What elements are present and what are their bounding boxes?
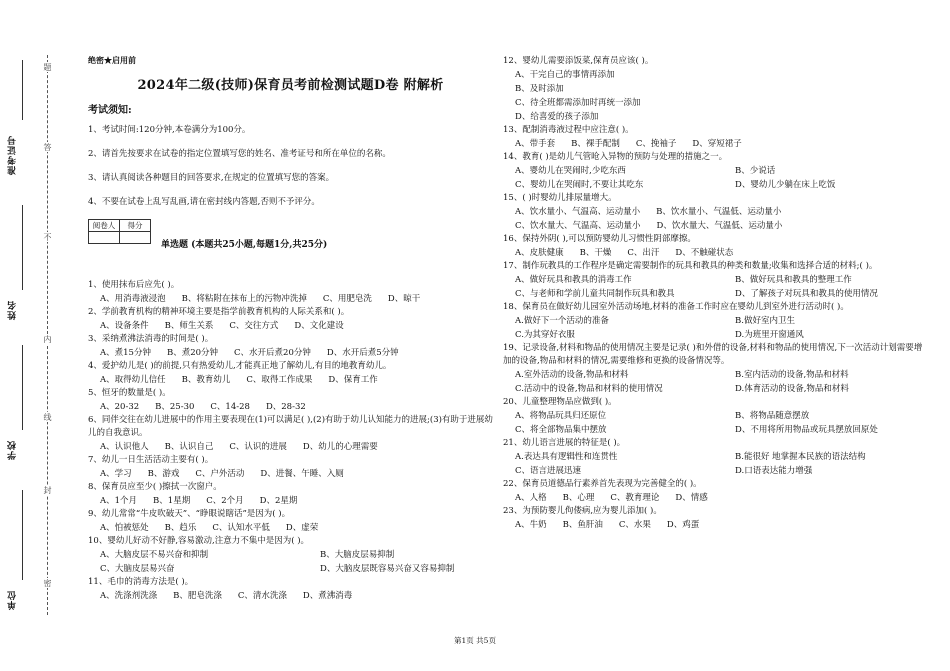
option[interactable]: C、教育理论 — [610, 493, 660, 503]
option[interactable]: B、鱼肝油 — [562, 520, 603, 530]
question-stem: 22、保育员道德品行素养首先表现为完善健全的( )。 — [503, 479, 702, 489]
option[interactable]: B、认识自己 — [164, 442, 214, 452]
option[interactable]: D、大脑皮层既容易兴奋又容易抑制 — [320, 564, 455, 574]
option[interactable]: D、饮水量大、气温低、运动量小 — [656, 221, 783, 231]
question-stem: 9、幼儿常常“牛皮吹破天”、“睁眼说瞎话”是因为( )。 — [88, 509, 291, 519]
option[interactable]: B、煮20分钟 — [166, 348, 219, 358]
option[interactable]: B、裸手配制 — [571, 139, 620, 149]
option-grid — [88, 548, 493, 576]
option[interactable]: B、师生关系 — [164, 321, 214, 331]
question-item — [503, 124, 923, 151]
left-column — [88, 55, 493, 603]
option[interactable]: C、语言进展迅速 — [515, 466, 582, 476]
option[interactable]: B、教育幼儿 — [181, 375, 231, 385]
option[interactable]: B、饮水量小、气温低、运动量小 — [656, 207, 782, 217]
question-stem: 2、学前教育机构的精神环境主要是指学前教育机构的人际关系和( )。 — [88, 307, 350, 317]
option-row — [88, 373, 493, 387]
question-stem: 18、保育员在做好幼儿园室外活动场地,材料的准备工作时应在婴幼儿到室外进行活动时( )。 — [503, 302, 849, 312]
option[interactable]: B、做好玩具和教具的整理工作 — [735, 275, 852, 285]
option[interactable]: A、婴幼儿在哭闹时,少吃东西 — [515, 166, 626, 176]
question-stem: 8、保育员应至少( )擦拭一次窗户。 — [88, 482, 222, 492]
option[interactable]: A、大脑皮层不易兴奋和抑制 — [100, 550, 209, 560]
page-footer: 第1页 共5页 — [454, 636, 496, 645]
question-stem: 7、幼儿一日生活活动主要有( )。 — [88, 455, 214, 465]
option-row — [88, 589, 493, 603]
option[interactable]: A、将物品玩具归还原位 — [515, 411, 607, 421]
option[interactable]: D、虚荣 — [285, 523, 319, 533]
question-stem: 17、制作玩教具的工作程序是确定需要制作的玩具和教具的种类和数量;收集和选择合适的材料;( )。 — [503, 261, 878, 271]
page-title: 2024年二级(技师)保育员考前检测试题D卷 附解析 — [137, 78, 444, 93]
question-item — [88, 535, 493, 576]
school-underline — [22, 345, 23, 430]
option[interactable]: B、大脑皮层易抑制 — [320, 550, 395, 560]
unit-underline — [22, 490, 23, 580]
name-label: 姓名 — [8, 300, 18, 320]
question-stem: 1、使用抹布后应先( )。 — [88, 280, 180, 290]
seal-word: 封 — [43, 486, 52, 494]
option-row — [88, 440, 493, 454]
seal-word: 内 — [43, 335, 52, 343]
option[interactable]: D.口语表达能力增强 — [735, 466, 813, 476]
notice-item: 3、请认真阅读各种题目的回答要求,在规定的位置填写您的答案。 — [88, 173, 335, 183]
option[interactable]: C、出汗 — [627, 248, 660, 258]
option[interactable]: B、少说话 — [735, 166, 776, 176]
seal-word: 密 — [43, 579, 52, 587]
option-grid — [503, 368, 923, 396]
option[interactable]: D、婴幼儿少躺在床上吃饭 — [735, 180, 836, 190]
option-grid — [503, 450, 923, 478]
option[interactable]: A、牛奶 — [515, 520, 547, 530]
seal-word: 题 — [43, 63, 52, 71]
option[interactable]: A、1个月 — [100, 496, 138, 506]
option[interactable]: C、户外活动 — [195, 469, 245, 479]
option[interactable]: A、认识他人 — [100, 442, 149, 452]
option[interactable]: B.做好室内卫生 — [735, 316, 795, 326]
question-list-right — [503, 55, 923, 532]
option-grid — [503, 273, 923, 301]
question-item — [503, 151, 923, 192]
option[interactable]: D、晾干 — [387, 294, 421, 304]
option-grid — [503, 164, 923, 192]
option[interactable]: C、待全班都需添加时再统一添加 — [515, 98, 641, 108]
option[interactable]: C、水开后煮20分钟 — [234, 348, 311, 358]
question-stem: 15、( )时婴幼儿排尿量增大。 — [503, 193, 617, 203]
option-row — [88, 494, 493, 508]
option[interactable]: C、用肥皂洗 — [322, 294, 372, 304]
question-item — [503, 478, 923, 505]
option[interactable]: C、认识的进展 — [229, 442, 287, 452]
question-stem: 23、为预防婴儿佝偻病,应为婴儿添加( )。 — [503, 506, 662, 516]
question-item — [88, 279, 493, 306]
option[interactable]: D、情感 — [675, 493, 708, 503]
option[interactable]: D、水开后煮5分钟 — [326, 348, 399, 358]
exam-no-underline — [22, 60, 23, 120]
score-area — [88, 219, 493, 250]
option-row — [503, 205, 923, 219]
option[interactable]: B、1星期 — [153, 496, 191, 506]
question-stem: 10、婴幼儿好动不好静,容易激动,注意力不集中是因为( )。 — [88, 536, 310, 546]
option-row — [503, 137, 923, 151]
option[interactable]: D、2星期 — [259, 496, 298, 506]
notice-item: 1、考试时间:120分钟,本卷满分为100分。 — [88, 125, 251, 135]
option[interactable]: B、25-30 — [155, 402, 195, 412]
score-header: 得分 — [120, 220, 151, 232]
option[interactable]: A、怕被惩处 — [100, 523, 149, 533]
secret-mark: 绝密★启用前 — [88, 55, 136, 65]
option[interactable]: B.能很好 地掌握本民族的语法结构 — [735, 452, 866, 462]
option[interactable]: A、20-32 — [100, 402, 140, 412]
question-item — [88, 508, 493, 535]
name-underline — [22, 205, 23, 290]
option[interactable]: D.体育活动的设备,物品和材料 — [735, 384, 849, 394]
option[interactable]: A、做好玩具和教具的消毒工作 — [515, 275, 632, 285]
option[interactable]: D.为班里开窗通风 — [735, 330, 804, 340]
question-item — [88, 306, 493, 333]
question-item — [503, 233, 923, 260]
option[interactable]: C、取得工作成果 — [246, 375, 313, 385]
option[interactable]: C、2个月 — [206, 496, 244, 506]
option[interactable]: D、保育工作 — [328, 375, 378, 385]
school-label: 学校 — [8, 440, 18, 460]
option-row — [88, 292, 493, 306]
option[interactable]: C、交往方式 — [229, 321, 279, 331]
question-item — [88, 387, 493, 414]
right-column — [503, 55, 923, 532]
option-grid — [503, 409, 923, 437]
question-item — [503, 396, 923, 437]
seal-word: 答 — [43, 143, 52, 151]
option[interactable]: D、穿短裙子 — [692, 139, 742, 149]
option[interactable]: D、文化建设 — [294, 321, 344, 331]
option[interactable]: C、与老师和学前儿童共同制作玩具和教具 — [515, 289, 675, 299]
option[interactable]: D、28-32 — [265, 402, 306, 412]
option[interactable]: C、大脑皮层易兴奋 — [100, 564, 175, 574]
option[interactable]: A、洗涤剂洗涤 — [100, 591, 158, 601]
question-item — [88, 481, 493, 508]
option[interactable]: A、饮水量小、气温高、运动量小 — [515, 207, 641, 217]
question-stem: 13、配制消毒液过程中应注意( )。 — [503, 125, 634, 135]
option[interactable]: A.做好下一个活动的准备 — [515, 316, 609, 326]
option[interactable]: C、饮水量大、气温高、运动量小 — [515, 221, 641, 231]
option[interactable]: C、婴幼儿在哭闹时,不要让其吃东 — [515, 180, 644, 190]
option[interactable]: C、将全部物品集中摆放 — [515, 425, 607, 435]
question-list-left — [88, 279, 493, 603]
option-row — [503, 491, 923, 505]
option[interactable]: B、肥皂洗涤 — [173, 591, 222, 601]
option[interactable]: D、给喜爱的孩子添加 — [515, 112, 599, 122]
option[interactable]: A、用消毒液浸泡 — [100, 294, 166, 304]
option[interactable]: D、不触碰状态 — [675, 248, 734, 258]
question-stem: 20、儿童整理物品应做到( )。 — [503, 397, 617, 407]
option[interactable]: A、取得幼儿信任 — [100, 375, 166, 385]
reviewer-cell[interactable] — [89, 232, 120, 244]
option[interactable]: B、游戏 — [147, 469, 180, 479]
option[interactable]: B.室内活动的设备,物品和材料 — [735, 370, 849, 380]
option[interactable]: D、鸡蛋 — [666, 520, 700, 530]
option[interactable]: C.活动中的设备,物品和材料的使用情况 — [515, 384, 663, 394]
question-item — [88, 360, 493, 387]
question-stem: 6、同伴交往在幼儿进展中的作用主要表现在(1)可以满足( ),(2)有助于幼儿认知能力的进展;(3)有助于进展幼儿的自我意识。 — [88, 415, 493, 438]
option[interactable]: A.室外活动的设备,物品和材料 — [515, 370, 629, 380]
question-stem: 16、保持外阴( ),可以预防婴幼儿习惯性阴部摩擦。 — [503, 234, 696, 244]
option[interactable]: B、将物品随意摆放 — [735, 411, 810, 421]
option-row — [88, 521, 493, 535]
question-stem: 3、采纳煮沸法消毒的时间是( )。 — [88, 334, 214, 344]
option-row — [503, 518, 923, 532]
section-heading: 单选题 (本题共25小题,每题1分,共25分) — [161, 240, 328, 250]
option-row — [88, 400, 493, 414]
option-row — [88, 346, 493, 360]
score-table — [88, 219, 151, 244]
seal-word: 不 — [43, 233, 52, 241]
option[interactable]: C.为其穿好衣服 — [515, 330, 575, 340]
option[interactable]: D、了解孩子对玩具和教具的使用情况 — [735, 289, 878, 299]
question-item — [503, 437, 923, 478]
question-stem: 4、爱护幼儿是( )的前提,只有热爱幼儿,才能真正地了解幼儿,有目的地教育幼儿。 — [88, 361, 392, 371]
question-stem: 21、幼儿语言进展的特征是( )。 — [503, 438, 626, 448]
option[interactable]: C、认知水平低 — [212, 523, 270, 533]
option[interactable]: A、人格 — [515, 493, 547, 503]
option[interactable]: B、心理 — [562, 493, 595, 503]
option[interactable]: C、水果 — [618, 520, 651, 530]
option[interactable]: C、14-28 — [210, 402, 250, 412]
binding-margin — [0, 0, 60, 671]
question-stem: 19、记录设备,材料和物品的使用情况主要是记录( )和外借的设备,材料和物品的使用情况,下一次活动计划需要增加的设备,物品和材料的情况,需要维修和更换的设备情况等。 — [503, 343, 923, 366]
question-item — [503, 260, 923, 301]
option-grid — [503, 314, 923, 342]
option[interactable]: A、煮15分钟 — [100, 348, 151, 358]
question-item — [503, 342, 923, 396]
notice-heading: 考试须知: — [88, 105, 132, 116]
option-row — [88, 319, 493, 333]
option[interactable]: D、煮沸消毒 — [302, 591, 353, 601]
question-item — [88, 414, 493, 454]
option[interactable]: D、幼儿的心理需要 — [302, 442, 378, 452]
option[interactable]: A、学习 — [100, 469, 132, 479]
question-item — [503, 301, 923, 342]
question-item — [503, 505, 923, 532]
question-item — [88, 576, 493, 603]
option[interactable]: A、干完自己的事情再添加 — [515, 70, 615, 80]
question-item — [88, 333, 493, 360]
option[interactable]: C、挽袖子 — [635, 139, 677, 149]
option[interactable]: D、不用将所用物品或玩具摆放回原处 — [735, 425, 878, 435]
question-item — [88, 454, 493, 481]
option[interactable]: A、设备条件 — [100, 321, 149, 331]
notice-item: 4、不要在试卷上乱写乱画,请在密封线内答题,否则不予评分。 — [88, 197, 320, 207]
question-item — [503, 192, 923, 233]
option[interactable]: D、进餐、午睡、入厕 — [260, 469, 344, 479]
option[interactable]: A、皮肤健康 — [515, 248, 564, 258]
notice-item: 2、请首先按要求在试卷的指定位置填写您的姓名、准考证号和所在单位的名称。 — [88, 149, 391, 159]
option[interactable]: B、趋乐 — [164, 523, 197, 533]
option[interactable]: A.表达具有逻辑性和连贯性 — [515, 452, 618, 462]
option[interactable]: B、将粘附在抹布上的污物冲洗掉 — [181, 294, 307, 304]
option[interactable]: A、带手套 — [515, 139, 556, 149]
option[interactable]: B、及时添加 — [515, 84, 564, 94]
option-row — [503, 246, 923, 260]
question-item — [503, 55, 923, 124]
exam-no-label: 准考证号 — [8, 135, 18, 175]
option[interactable]: C、清水洗涤 — [237, 591, 287, 601]
reviewer-header: 阅卷人 — [89, 220, 120, 232]
option-row — [503, 219, 923, 233]
unit-label: 单位 — [8, 590, 18, 610]
question-stem: 5、恒牙的数量是( )。 — [88, 388, 171, 398]
question-stem: 14、教育( )是幼儿气管呛入异物的预防与处理的措施之一。 — [503, 152, 728, 162]
option-row — [88, 467, 493, 481]
question-stem: 11、毛巾的消毒方法是( )。 — [88, 577, 194, 587]
seal-word: 线 — [43, 413, 52, 421]
question-stem: 12、婴幼儿需要添饭菜,保育员应该( )。 — [503, 56, 654, 66]
option[interactable]: B、干燥 — [579, 248, 612, 258]
score-cell[interactable] — [120, 232, 151, 244]
